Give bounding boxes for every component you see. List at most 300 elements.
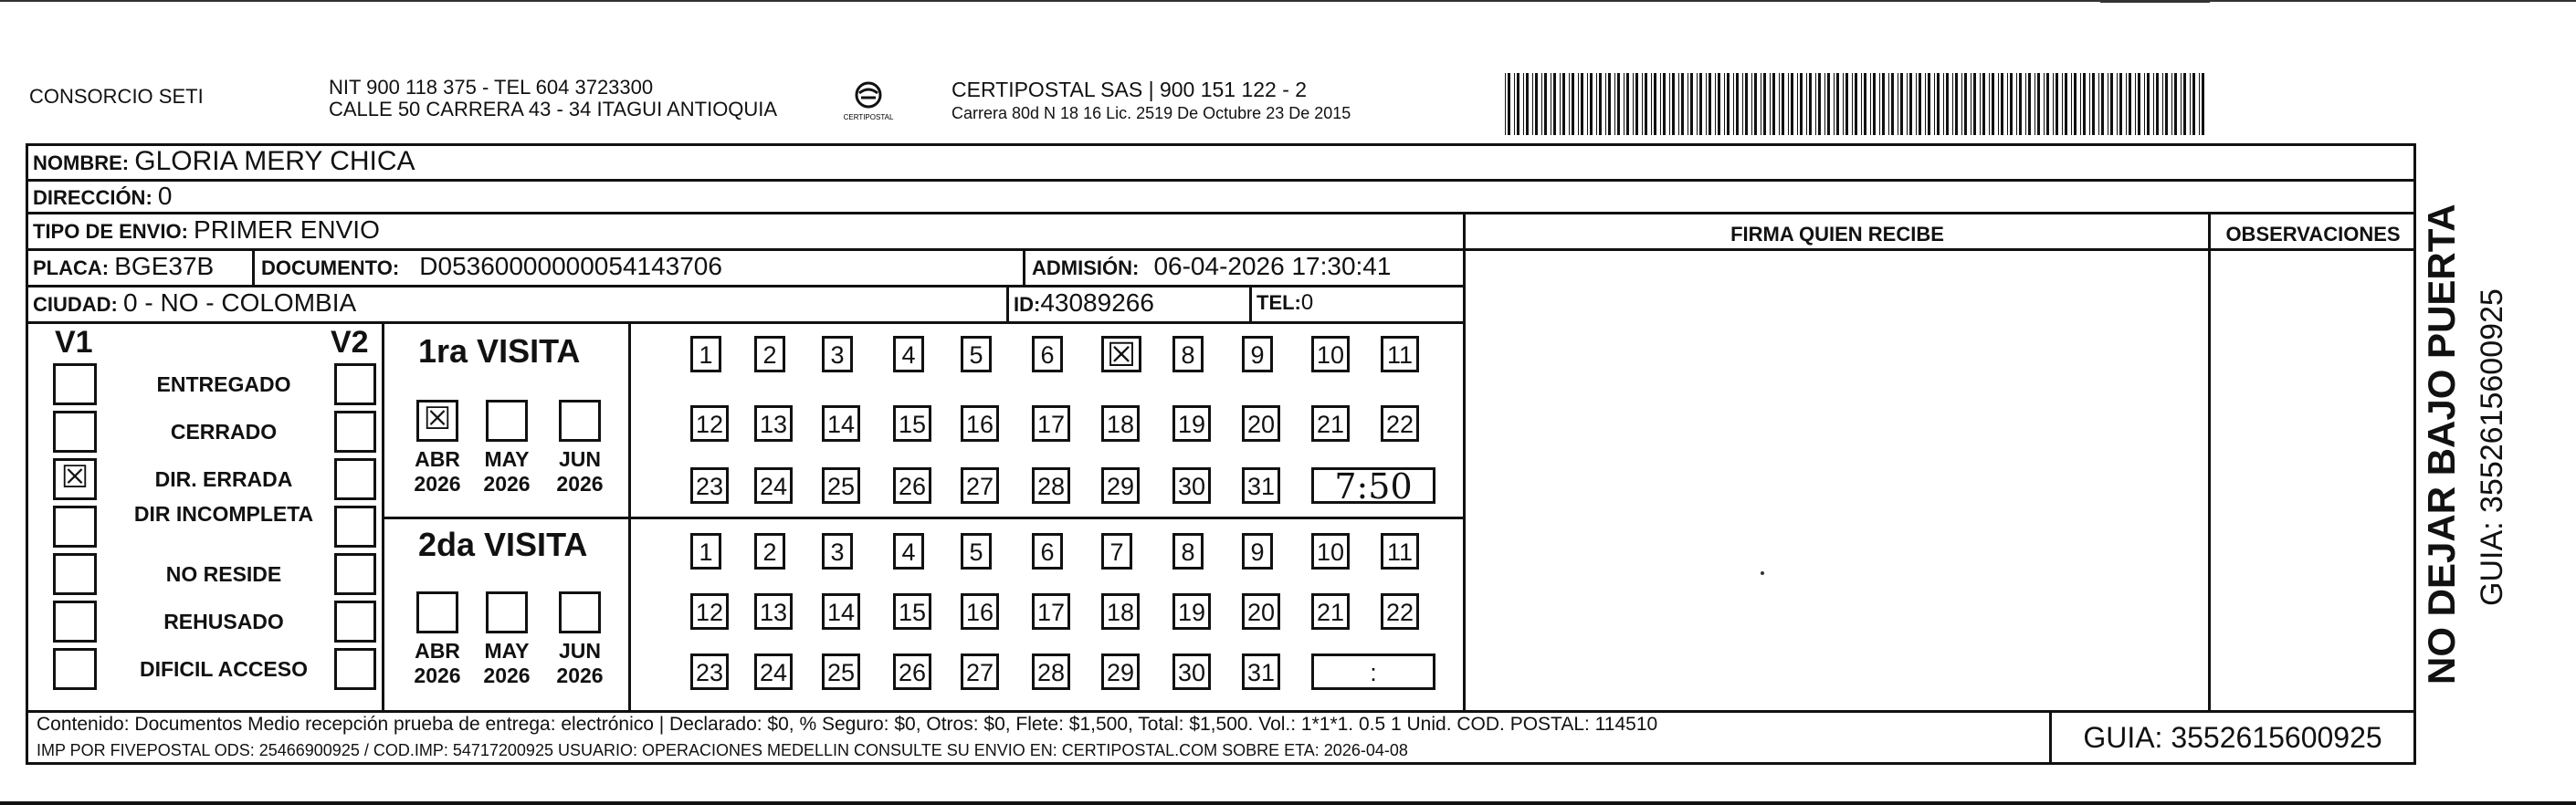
side-guia: GUIA: 3552615600925	[2475, 288, 2509, 606]
day-box[interactable]: 28	[1032, 653, 1070, 690]
day-box[interactable]: 9	[1242, 336, 1273, 372]
day-box[interactable]: 2	[754, 533, 785, 570]
month-checkbox[interactable]	[559, 591, 601, 633]
barcode-bar	[1553, 73, 1556, 135]
barcode-bar	[2071, 73, 2072, 135]
carrier-line: CERTIPOSTAL SAS | 900 151 122 - 2	[952, 78, 1308, 101]
v2-checkbox[interactable]	[334, 648, 376, 690]
day-box[interactable]: 29	[1101, 467, 1140, 504]
barcode-bar	[1852, 73, 1853, 135]
checklist-label: ENTREGADO	[156, 372, 291, 396]
barcode-bar	[1709, 73, 1711, 135]
direccion-label: DIRECCIÓN:	[33, 186, 152, 209]
barcode-bar	[2181, 73, 2182, 135]
day-box[interactable]: 24	[754, 467, 793, 504]
direccion-value: 0	[157, 182, 173, 210]
day-box[interactable]: 27	[961, 653, 999, 690]
barcode-bar	[1532, 73, 1533, 135]
day-box[interactable]: 18	[1101, 405, 1140, 442]
barcode-bar	[2074, 73, 2077, 135]
first-visit-title: 1ra VISITA	[418, 332, 581, 370]
barcode-bar	[1928, 73, 1930, 135]
barcode-bar	[1946, 73, 1949, 135]
barcode-bar	[2053, 73, 2054, 135]
barcode-bar	[2129, 73, 2131, 135]
barcode-bar	[1770, 73, 1771, 135]
barcode-bar	[1562, 73, 1565, 135]
documento-label: DOCUMENTO:	[261, 256, 400, 279]
direccion-field	[33, 182, 172, 211]
barcode-bar	[2007, 73, 2008, 135]
barcode-bar	[1809, 73, 1812, 135]
cell-divider	[1023, 248, 1025, 285]
barcode-bar	[1718, 73, 1720, 135]
company-address: CALLE 50 CARRERA 43 - 34 ITAGUI ANTIOQUIA	[329, 98, 778, 120]
row-line	[26, 248, 1465, 251]
month-label: JUN 2026	[556, 447, 604, 496]
v2-checkbox[interactable]	[334, 553, 376, 595]
company-name: CONSORCIO SETI	[29, 85, 204, 108]
barcode-bar	[2190, 73, 2191, 135]
barcode-bar	[2171, 73, 2172, 135]
day-box[interactable]: 17	[1032, 405, 1070, 442]
month-checkbox[interactable]	[486, 591, 528, 633]
barcode-bar	[1888, 73, 1889, 135]
logo-lettering: CERTIPOSTAL	[843, 113, 894, 121]
barcode-bar	[2192, 73, 2195, 135]
day-box[interactable]: 5	[961, 336, 992, 372]
day-box[interactable]: 10	[1311, 533, 1350, 570]
day-box[interactable]: 8	[1172, 533, 1204, 570]
barcode-bar	[2089, 73, 2090, 135]
barcode-bar	[1523, 73, 1524, 135]
barcode-bar	[2156, 73, 2159, 135]
nombre-label: NOMBRE:	[33, 152, 130, 174]
day-box[interactable]: 10	[1311, 336, 1350, 372]
day-box[interactable]: 31	[1242, 467, 1280, 504]
month-checkbox[interactable]: ☒	[416, 400, 458, 442]
v1-checkbox[interactable]	[53, 363, 97, 405]
barcode-bar	[1742, 73, 1743, 135]
barcode-bar	[2119, 73, 2122, 135]
day-box[interactable]: 7	[1101, 533, 1132, 570]
company-nit: NIT 900 118 375 - TEL 604 3723300	[329, 76, 654, 99]
barcode-bar	[1526, 73, 1529, 135]
barcode-bar	[1980, 73, 1981, 135]
barcode-bar	[1845, 73, 1848, 135]
documento-value: D05360000000054143706	[419, 252, 722, 280]
barcode-bar	[1745, 73, 1748, 135]
barcode-bar	[1715, 73, 1716, 135]
visit-divider	[382, 517, 1463, 519]
barcode-bar	[1873, 73, 1876, 135]
placa-label: PLACA:	[33, 256, 110, 279]
barcode-bar	[2010, 73, 2013, 135]
barcode-bar	[1797, 73, 1798, 135]
barcode-bar	[1660, 73, 1661, 135]
barcode-bar	[1699, 73, 1702, 135]
day-box[interactable]: 23	[690, 467, 729, 504]
barcode-bar	[1663, 73, 1666, 135]
barcode-bar	[1517, 73, 1519, 135]
barcode-bar	[1891, 73, 1894, 135]
barcode-bar	[1900, 73, 1903, 135]
month-checkbox[interactable]	[559, 400, 601, 442]
barcode-bar	[1827, 73, 1830, 135]
day-box[interactable]: 25	[822, 467, 860, 504]
barcode-bar	[1596, 73, 1597, 135]
day-box[interactable]: 30	[1172, 653, 1211, 690]
month-label: MAY 2026	[483, 447, 531, 496]
day-box[interactable]: 16	[961, 593, 999, 630]
day-box[interactable]: 18	[1101, 593, 1140, 630]
barcode-bar	[1654, 73, 1656, 135]
barcode-bar	[2044, 73, 2045, 135]
barcode-bar	[1754, 73, 1757, 135]
month-label: ABR 2026	[414, 639, 461, 687]
day-box[interactable]: 30	[1172, 467, 1211, 504]
barcode-bar	[2028, 73, 2031, 135]
nombre-field	[33, 146, 415, 177]
barcode-bar	[1633, 73, 1634, 135]
nombre-value: GLORIA MERY CHICA	[134, 146, 415, 176]
barcode-bar	[1982, 73, 1985, 135]
barcode-bar	[1916, 73, 1917, 135]
barcode-bar	[1617, 73, 1620, 135]
checklist-divider	[382, 321, 384, 710]
barcode-bar	[1870, 73, 1871, 135]
barcode-bar	[2183, 73, 2186, 135]
observaciones-header: OBSERVACIONES	[2225, 223, 2401, 246]
barcode-bar	[1925, 73, 1926, 135]
day-box[interactable]: 11	[1381, 336, 1419, 372]
month-checkbox[interactable]	[486, 400, 528, 442]
v1-checkbox[interactable]: ☒	[53, 458, 97, 500]
barcode-bar	[1724, 73, 1725, 135]
barcode-bar	[1800, 73, 1803, 135]
day-box[interactable]: 29	[1101, 653, 1140, 690]
barcode-bar	[2126, 73, 2127, 135]
day-box[interactable]: 25	[822, 653, 860, 690]
day-box[interactable]: ☒	[1101, 336, 1141, 372]
barcode-bar	[2174, 73, 2177, 135]
day-box[interactable]: 31	[1242, 653, 1280, 690]
row-line	[26, 212, 2416, 214]
tipo-envio-value: PRIMER ENVIO	[194, 215, 380, 244]
admision-label: ADMISIÓN:	[1032, 256, 1140, 279]
barcode-bar	[1672, 73, 1675, 135]
barcode-bar	[1791, 73, 1793, 135]
barcode-bar	[2001, 73, 2003, 135]
day-box[interactable]: 8	[1172, 336, 1204, 372]
barcode-bar	[1964, 73, 1967, 135]
ciudad-label: CIUDAD:	[33, 293, 118, 316]
barcode-bar	[1818, 73, 1821, 135]
day-box[interactable]: 2	[754, 336, 785, 372]
barcode-bar	[1836, 73, 1839, 135]
day-box[interactable]: 17	[1032, 593, 1070, 630]
admision-value: 06-04-2026 17:30:41	[1153, 252, 1392, 280]
barcode-bar	[1806, 73, 1807, 135]
day-box[interactable]: 14	[822, 405, 860, 442]
day-box[interactable]: 19	[1172, 593, 1211, 630]
tel-label: TEL:	[1256, 291, 1301, 314]
v1-checkbox[interactable]	[53, 411, 97, 453]
barcode-bar	[1599, 73, 1602, 135]
barcode-bar	[2062, 73, 2063, 135]
barcode-bar	[1937, 73, 1940, 135]
barcode-bar	[1560, 73, 1561, 135]
certipostal-logo-icon	[836, 80, 901, 124]
day-box[interactable]: 22	[1381, 405, 1419, 442]
day-box[interactable]: 12	[690, 593, 729, 630]
barcode-bar	[1943, 73, 1944, 135]
tipo-envio-field	[33, 215, 380, 245]
barcode-bar	[1572, 73, 1574, 135]
v1-checkbox[interactable]	[53, 648, 97, 690]
day-box[interactable]: 12	[690, 405, 729, 442]
carrier-license: Carrera 80d N 18 16 Lic. 2519 De Octubre 23 De 2015	[952, 104, 1351, 122]
barcode-bar	[1681, 73, 1684, 135]
barcode-bar	[1989, 73, 1990, 135]
barcode-bar	[1587, 73, 1588, 135]
barcode-bar	[2135, 73, 2136, 135]
day-box[interactable]: 11	[1381, 533, 1419, 570]
barcode-bar	[1626, 73, 1629, 135]
barcode-bar	[1824, 73, 1825, 135]
barcode-bar	[1919, 73, 1921, 135]
id-label: ID:	[1014, 293, 1041, 316]
barcode	[1505, 73, 2206, 135]
barcode-bar	[2144, 73, 2145, 135]
signature-dot	[1761, 571, 1764, 575]
barcode-bar	[1955, 73, 1958, 135]
day-box[interactable]: 27	[961, 467, 999, 504]
barcode-bar	[2056, 73, 2058, 135]
firma-column-divider	[1463, 212, 1466, 710]
barcode-bar	[2025, 73, 2026, 135]
barcode-bar	[2147, 73, 2150, 135]
tel-value: 0	[1300, 290, 1314, 315]
barcode-bar	[1581, 73, 1583, 135]
barcode-bar	[1541, 73, 1542, 135]
row-line	[1465, 248, 2416, 251]
v2-checkbox[interactable]	[334, 506, 376, 548]
day-box[interactable]: 19	[1172, 405, 1211, 442]
certipostal-logo	[836, 80, 901, 124]
day-box[interactable]: 4	[893, 533, 924, 570]
barcode-bar	[1882, 73, 1885, 135]
v2-checkbox[interactable]	[334, 458, 376, 500]
barcode-bar	[1879, 73, 1880, 135]
id-value: 43089266	[1040, 288, 1154, 317]
day-box[interactable]: 20	[1242, 405, 1280, 442]
day-box[interactable]: 21	[1311, 405, 1350, 442]
ciudad-value: 0 - NO - COLOMBIA	[123, 288, 357, 317]
admision-field	[1032, 252, 1391, 281]
barcode-bar	[1508, 73, 1510, 135]
ciudad-field	[33, 288, 356, 318]
barcode-bar	[1590, 73, 1593, 135]
day-box[interactable]: 6	[1032, 533, 1063, 570]
barcode-bar	[2016, 73, 2017, 135]
v1-header: V1	[55, 325, 93, 360]
cell-divider	[1249, 285, 1252, 321]
day-box[interactable]: 26	[893, 467, 931, 504]
second-visit-title: 2da VISITA	[418, 526, 588, 563]
checklist-label: CERRADO	[170, 420, 278, 444]
day-box[interactable]: 1	[690, 336, 721, 372]
observaciones-column-divider	[2208, 212, 2211, 710]
day-box[interactable]: 28	[1032, 467, 1070, 504]
barcode-bar	[2065, 73, 2067, 135]
time-box[interactable]: :	[1311, 653, 1435, 690]
footer-print-line: IMP POR FIVEPOSTAL ODS: 25466900925 / COD.IMP: 54717200925 USUARIO: OPERACIONES MEDELLIN CONSULTE SU ENVIO EN: CERTIPOSTAL.COM SOBRE ETA: 2026-04-08	[37, 741, 1408, 759]
barcode-bar	[1934, 73, 1935, 135]
barcode-bar	[1544, 73, 1547, 135]
barcode-bar	[1651, 73, 1652, 135]
barcode-bar	[2083, 73, 2086, 135]
month-label: JUN 2026	[556, 639, 604, 687]
day-box[interactable]: 21	[1311, 593, 1350, 630]
barcode-bar	[2080, 73, 2081, 135]
day-box[interactable]: 6	[1032, 336, 1063, 372]
barcode-bar	[1578, 73, 1579, 135]
barcode-bar	[1864, 73, 1866, 135]
barcode-bar	[1855, 73, 1857, 135]
barcode-bar	[1605, 73, 1606, 135]
months-divider	[628, 321, 631, 710]
day-box[interactable]: 23	[690, 653, 729, 690]
v1-checkbox[interactable]	[53, 506, 97, 548]
time-box[interactable]: 7:50	[1311, 467, 1435, 504]
barcode-bar	[1706, 73, 1707, 135]
documento-field	[261, 252, 722, 281]
barcode-bar	[1998, 73, 1999, 135]
barcode-bar	[2202, 73, 2204, 135]
day-box[interactable]: 14	[822, 593, 860, 630]
barcode-bar	[1733, 73, 1734, 135]
barcode-bar	[1614, 73, 1615, 135]
barcode-bar	[2110, 73, 2113, 135]
checklist-label: NO RESIDE	[165, 562, 282, 586]
barcode-bar	[1751, 73, 1752, 135]
footer-guia: GUIA: 3552615600925	[2083, 721, 2382, 754]
barcode-bar	[1992, 73, 1994, 135]
barcode-bar	[1772, 73, 1775, 135]
v2-checkbox[interactable]	[334, 363, 376, 405]
placa-field	[33, 252, 214, 281]
barcode-bar	[1678, 73, 1679, 135]
checklist-label: REHUSADO	[163, 610, 284, 633]
barcode-bar	[1514, 73, 1515, 135]
day-box[interactable]: 20	[1242, 593, 1280, 630]
month-label: MAY 2026	[483, 639, 531, 687]
v2-header: V2	[331, 325, 369, 360]
barcode-bar	[1779, 73, 1780, 135]
barcode-bar	[2037, 73, 2040, 135]
barcode-bar	[1907, 73, 1908, 135]
barcode-bar	[1861, 73, 1862, 135]
barcode-bar	[1834, 73, 1835, 135]
barcode-bar	[1736, 73, 1739, 135]
barcode-bar	[2153, 73, 2154, 135]
cell-divider	[252, 248, 255, 285]
barcode-bar	[2046, 73, 2049, 135]
barcode-bar	[1843, 73, 1844, 135]
barcode-bar	[1690, 73, 1693, 135]
day-box[interactable]: 24	[754, 653, 793, 690]
barcode-bar	[1697, 73, 1698, 135]
tipo-envio-label: TIPO DE ENVIO:	[33, 220, 188, 243]
day-box[interactable]: 3	[822, 533, 853, 570]
id-field	[1014, 288, 1154, 318]
barcode-bar	[2092, 73, 2095, 135]
placa-value: BGE37B	[114, 252, 215, 280]
barcode-bar	[1973, 73, 1976, 135]
v1-checkbox[interactable]	[53, 553, 97, 595]
day-box[interactable]: 15	[893, 405, 931, 442]
day-box[interactable]: 26	[893, 653, 931, 690]
barcode-bar	[2162, 73, 2163, 135]
checklist-label: DIFICIL ACCESO	[139, 657, 308, 681]
barcode-bar	[1635, 73, 1638, 135]
day-box[interactable]: 13	[754, 593, 793, 630]
barcode-bar	[1961, 73, 1962, 135]
month-checkbox[interactable]	[416, 591, 458, 633]
day-box[interactable]: 3	[822, 336, 853, 372]
checklist-label: DIR INCOMPLETA	[133, 502, 314, 526]
day-box[interactable]: 16	[961, 405, 999, 442]
v2-checkbox[interactable]	[334, 601, 376, 643]
barcode-bar	[2165, 73, 2168, 135]
day-box[interactable]: 13	[754, 405, 793, 442]
barcode-bar	[2199, 73, 2200, 135]
barcode-bar	[1763, 73, 1766, 135]
firma-header: FIRMA QUIEN RECIBE	[1730, 223, 1944, 246]
barcode-bar	[1815, 73, 1816, 135]
cell-divider	[1006, 285, 1009, 321]
barcode-bar	[1535, 73, 1538, 135]
barcode-bar	[1788, 73, 1789, 135]
day-box[interactable]: 9	[1242, 533, 1273, 570]
month-label: ABR 2026	[414, 447, 461, 496]
day-box[interactable]: 1	[690, 533, 721, 570]
barcode-bar	[1727, 73, 1730, 135]
day-box[interactable]: 15	[893, 593, 931, 630]
barcode-bar	[2138, 73, 2140, 135]
v1-checkbox[interactable]	[53, 601, 97, 643]
barcode-bar	[1645, 73, 1647, 135]
row-line	[26, 710, 2416, 713]
day-box[interactable]: 22	[1381, 593, 1419, 630]
row-line	[26, 321, 1465, 324]
v2-checkbox[interactable]	[334, 411, 376, 453]
day-box[interactable]: 4	[893, 336, 924, 372]
barcode-bar	[1669, 73, 1670, 135]
barcode-bar	[1952, 73, 1953, 135]
bottom-edge	[0, 801, 2576, 805]
barcode-bar	[1909, 73, 1912, 135]
tel-field	[1256, 290, 1313, 316]
day-box[interactable]: 5	[961, 533, 992, 570]
row-line	[26, 179, 2416, 182]
barcode-bar	[2101, 73, 2104, 135]
barcode-bar	[1782, 73, 1784, 135]
barcode-bar	[1642, 73, 1643, 135]
barcode-bar	[1569, 73, 1570, 135]
side-warning: NO DEJAR BAJO PUERTA	[2420, 204, 2463, 685]
